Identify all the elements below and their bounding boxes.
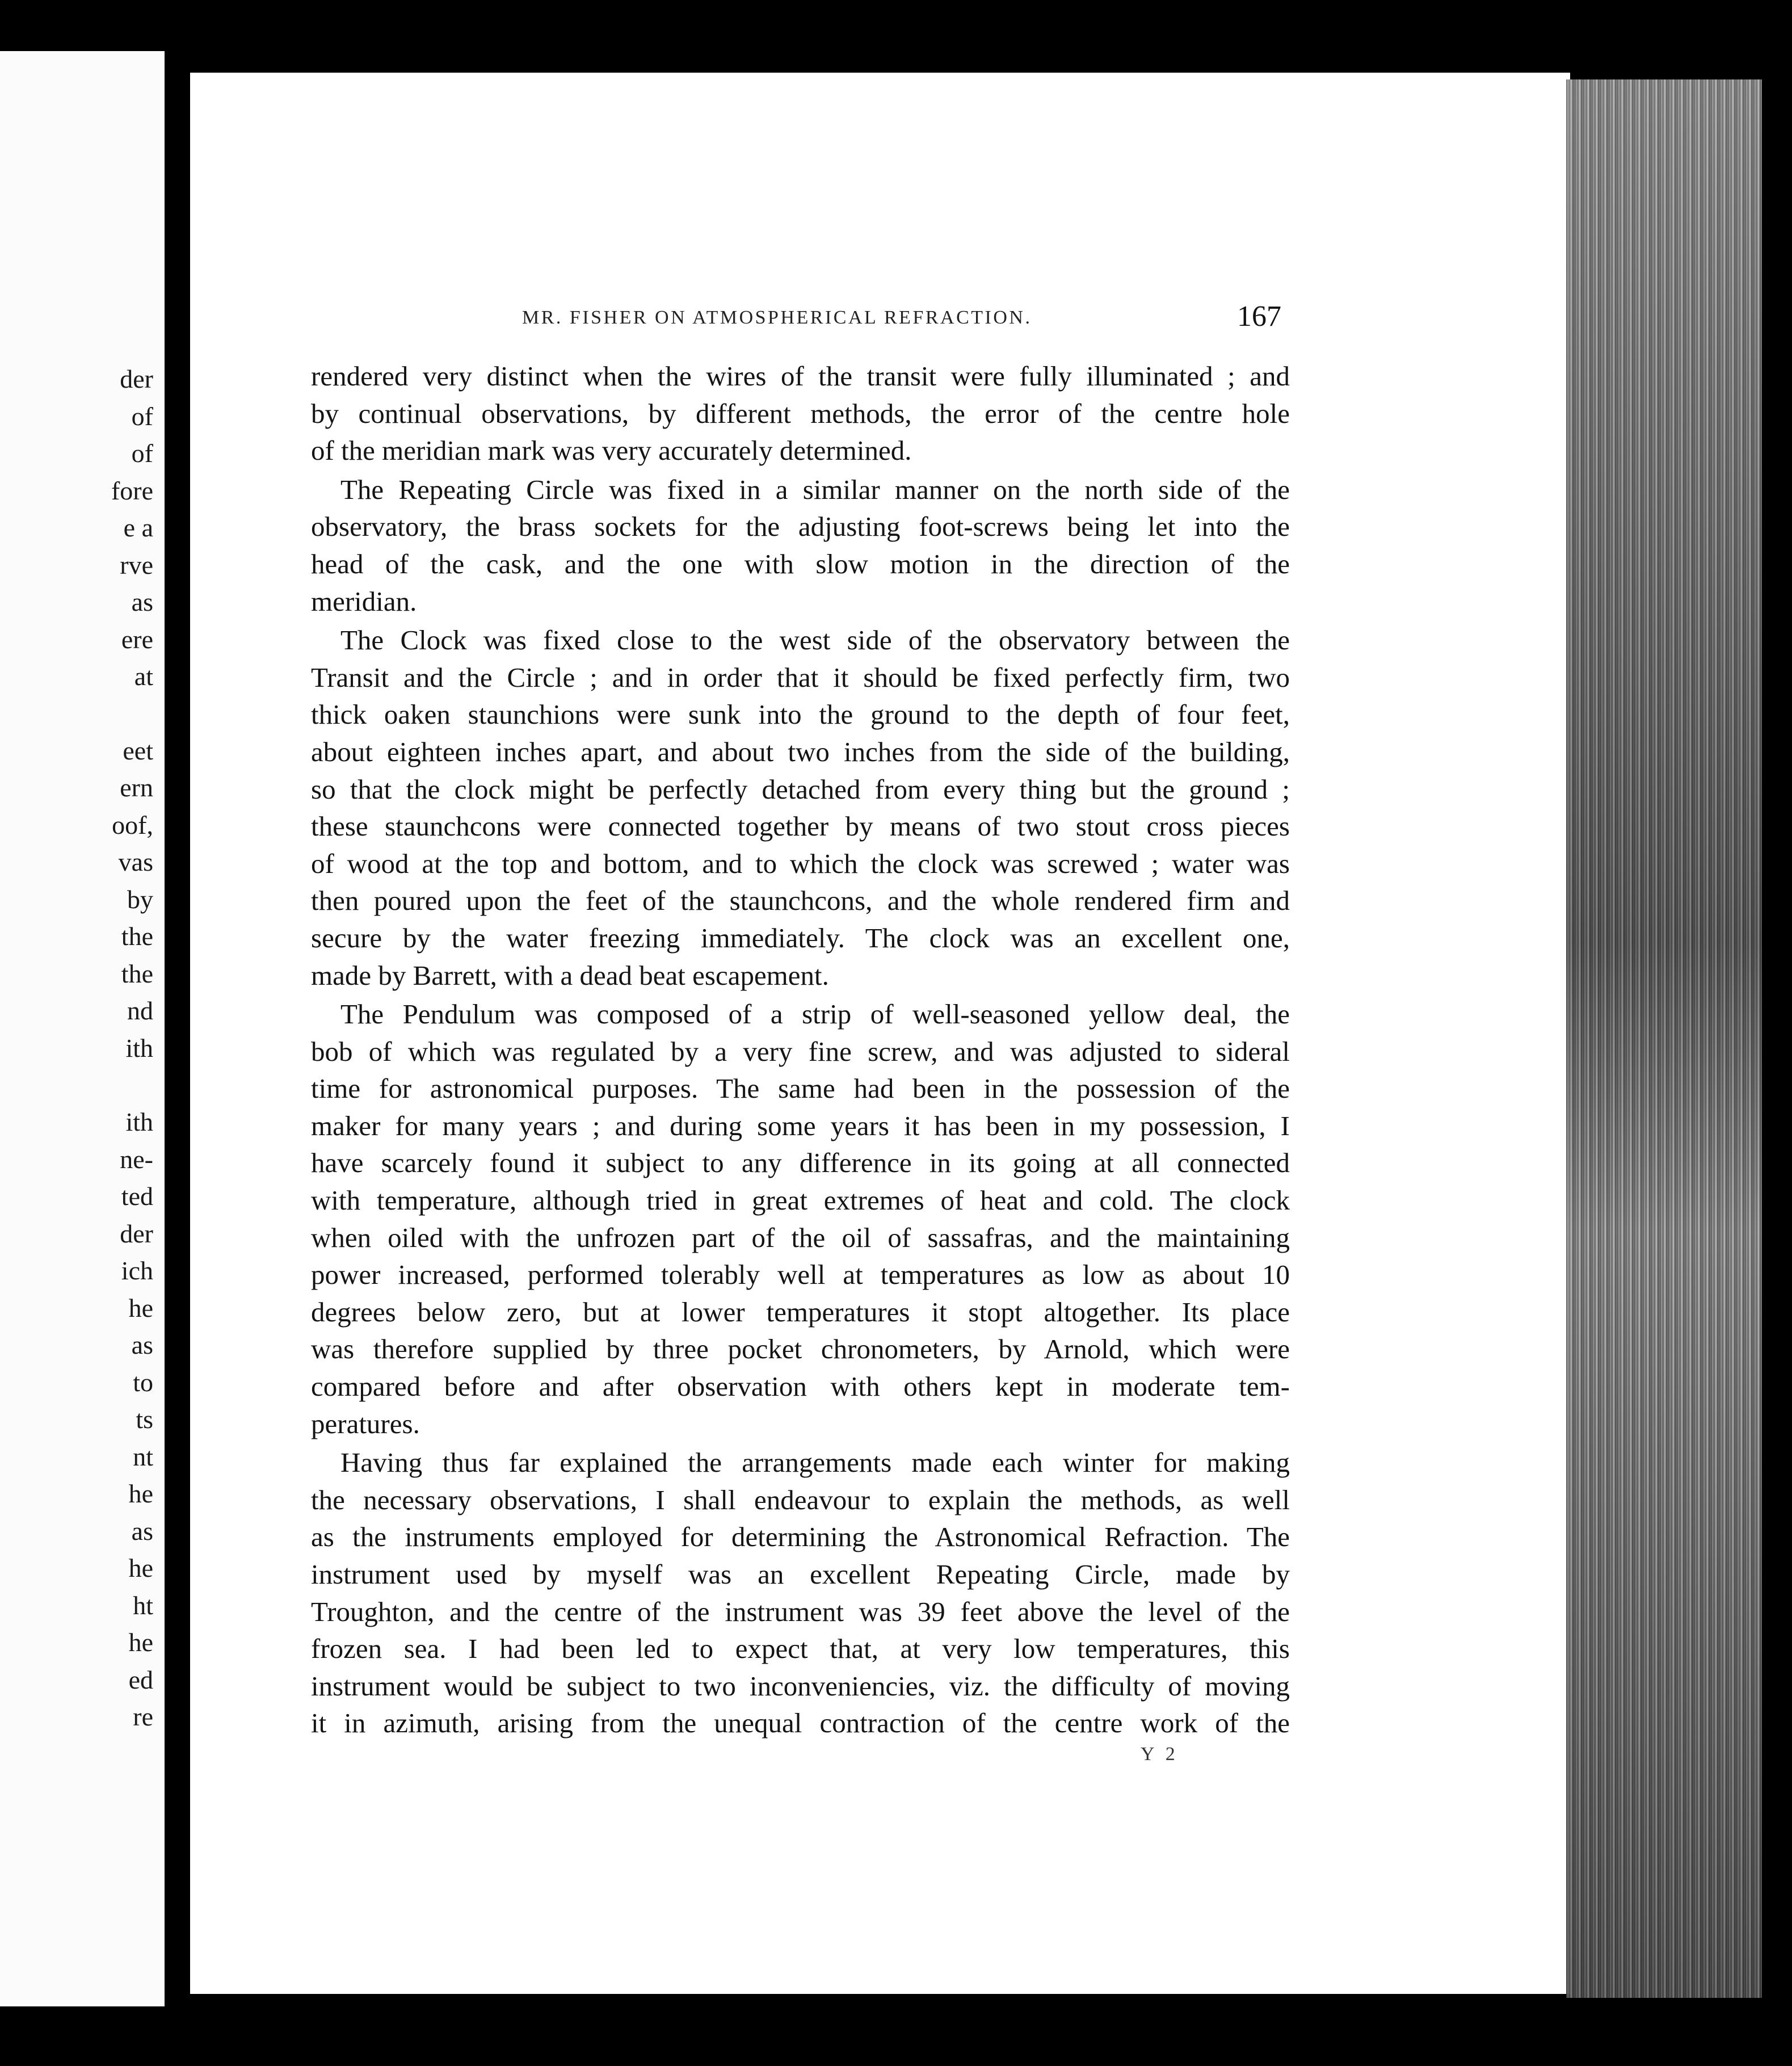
- left-page-fragment: e a: [123, 513, 153, 542]
- left-page-fragment: ted: [121, 1182, 153, 1211]
- left-page-text: [0, 360, 153, 1736]
- left-page-fragment: fore: [111, 476, 153, 505]
- paragraph: [311, 358, 1290, 469]
- text-line: it in azimuth, arising from the unequal contraction of the centre work of the: [311, 1707, 1290, 1739]
- text-line: these staunchcons were connected together by means of two stout cross pieces: [311, 811, 1290, 842]
- text-line: made by Barrett, with a dead beat escapement.: [311, 959, 829, 991]
- left-page-sliver: [0, 51, 165, 2006]
- text-line: so that the clock might be perfectly detached from every thing but the ground ;: [311, 773, 1290, 805]
- left-page-fragment: ern: [120, 773, 153, 802]
- left-page-fragment: he: [128, 1293, 153, 1322]
- left-page-fragment: as: [131, 1516, 153, 1546]
- text-line: degrees below zero, but at lower temperatures it stopt altogether. Its place: [311, 1296, 1290, 1328]
- left-page-fragment: ith: [125, 1107, 153, 1136]
- left-page-fragment: the: [121, 922, 153, 951]
- page-number: 167: [1237, 300, 1281, 333]
- left-page-fragment: ith: [125, 1033, 153, 1063]
- text-line: rendered very distinct when the wires of the transit were fully illuminated ; and: [311, 360, 1290, 392]
- text-line: thick oaken staunchions were sunk into the ground to the depth of four feet,: [311, 699, 1290, 730]
- text-line: Transit and the Circle ; and in order that it should be fixed perfectly firm, two: [311, 661, 1290, 693]
- paragraph: [311, 471, 1290, 620]
- left-page-fragment: re: [133, 1702, 153, 1731]
- running-head: MR. FISHER ON ATMOSPHERICAL REFRACTION.: [522, 307, 1032, 328]
- text-line: head of the cask, and the one with slow motion in the direction of the: [311, 548, 1290, 580]
- left-page-fragment: ere: [121, 624, 153, 654]
- left-page-fragment: ed: [128, 1665, 153, 1694]
- paragraph: [311, 1444, 1290, 1742]
- left-page-fragment: nt: [133, 1442, 153, 1471]
- left-page-fragment: ht: [133, 1590, 153, 1620]
- left-page-fragment: rve: [120, 550, 153, 580]
- left-page-fragment: by: [127, 884, 153, 914]
- text-line: of wood at the top and bottom, and to which the clock was screwed ; water was: [311, 847, 1290, 879]
- left-page-fragment: oof,: [112, 810, 153, 839]
- left-page-fragment: ne-: [120, 1144, 153, 1174]
- text-line: by continual observations, by different methods, the error of the centre hole: [311, 397, 1290, 429]
- text-line: The Clock was fixed close to the west side of the observatory between the: [340, 624, 1290, 656]
- text-line: time for astronomical purposes. The same had been in the possession of the: [311, 1073, 1290, 1105]
- page-edges-shading: [1566, 79, 1762, 1998]
- text-line: as the instruments employed for determining the Astronomical Refraction. The: [311, 1521, 1290, 1553]
- text-line: meridian.: [311, 585, 417, 617]
- text-line: instrument used by myself was an excellent Repeating Circle, made by: [311, 1559, 1290, 1590]
- left-page-fragment: he: [128, 1479, 153, 1508]
- left-page-fragment: as: [131, 1330, 153, 1359]
- text-line: secure by the water freezing immediately. The clock was an excellent one,: [311, 922, 1290, 954]
- left-page-fragment: he: [128, 1628, 153, 1657]
- left-page-fragment: vas: [118, 847, 153, 876]
- text-line: frozen sea. I had been led to expect that, at very low temperatures, this: [311, 1633, 1290, 1665]
- text-line: observatory, the brass sockets for the adjusting foot-screws being let into the: [311, 511, 1290, 543]
- text-line: Having thus far explained the arrangements made each winter for making: [340, 1447, 1290, 1479]
- text-line: instrument would be subject to two inconveniencies, viz. the difficulty of moving: [311, 1670, 1290, 1702]
- left-page-fragment: as: [131, 587, 153, 616]
- left-page-fragment: ts: [136, 1405, 153, 1434]
- left-page-fragment: to: [133, 1367, 153, 1397]
- text-line: have scarcely found it subject to any difference in its going at all connected: [311, 1147, 1290, 1179]
- text-line: with temperature, although tried in great extremes of heat and cold. The clock: [311, 1185, 1290, 1216]
- left-page-fragment: nd: [127, 996, 153, 1025]
- left-page-fragment: der: [120, 364, 153, 393]
- text-line: was therefore supplied by three pocket chronometers, by Arnold, which were: [311, 1333, 1290, 1365]
- left-page-fragment: of: [131, 439, 153, 468]
- left-page-fragment: of: [131, 401, 153, 431]
- left-page-fragment: he: [128, 1553, 153, 1582]
- text-line: The Pendulum was composed of a strip of well-seasoned yellow deal, the: [340, 998, 1290, 1030]
- body-text: [311, 356, 1290, 1742]
- paragraph: [311, 996, 1290, 1442]
- text-line: of the meridian mark was very accurately determined.: [311, 435, 912, 467]
- left-page-fragment: the: [121, 959, 153, 988]
- signature-mark: Y 2: [1141, 1744, 1179, 1765]
- text-line: the necessary observations, I shall endeavour to explain the methods, as well: [311, 1484, 1290, 1515]
- text-line: The Repeating Circle was fixed in a similar manner on the north side of the: [340, 473, 1290, 505]
- text-line: bob of which was regulated by a very fine screw, and was adjusted to sideral: [311, 1035, 1290, 1067]
- left-page-fragment: at: [134, 662, 153, 691]
- paragraph: [311, 622, 1290, 994]
- text-line: Troughton, and the centre of the instrument was 39 feet above the level of the: [311, 1595, 1290, 1627]
- left-page-fragment: eet: [123, 736, 153, 765]
- text-line: when oiled with the unfrozen part of the oil of sassafras, and the maintaining: [311, 1221, 1290, 1253]
- left-page-fragment: [0, 695, 153, 732]
- text-line: maker for many years ; and during some years it has been in my possession, I: [311, 1110, 1290, 1141]
- text-line: compared before and after observation with others kept in moderate tem-: [311, 1371, 1290, 1402]
- left-page-fragment: [0, 1066, 153, 1103]
- left-page-fragment: ich: [121, 1256, 153, 1285]
- text-line: then poured upon the feet of the staunchcons, and the whole rendered firm and: [311, 885, 1290, 917]
- text-line: peratures.: [311, 1408, 420, 1439]
- text-line: about eighteen inches apart, and about two inches from the side of the building,: [311, 736, 1290, 767]
- text-line: power increased, performed tolerably well at temperatures as low as about 10: [311, 1259, 1290, 1291]
- left-page-fragment: der: [120, 1219, 153, 1248]
